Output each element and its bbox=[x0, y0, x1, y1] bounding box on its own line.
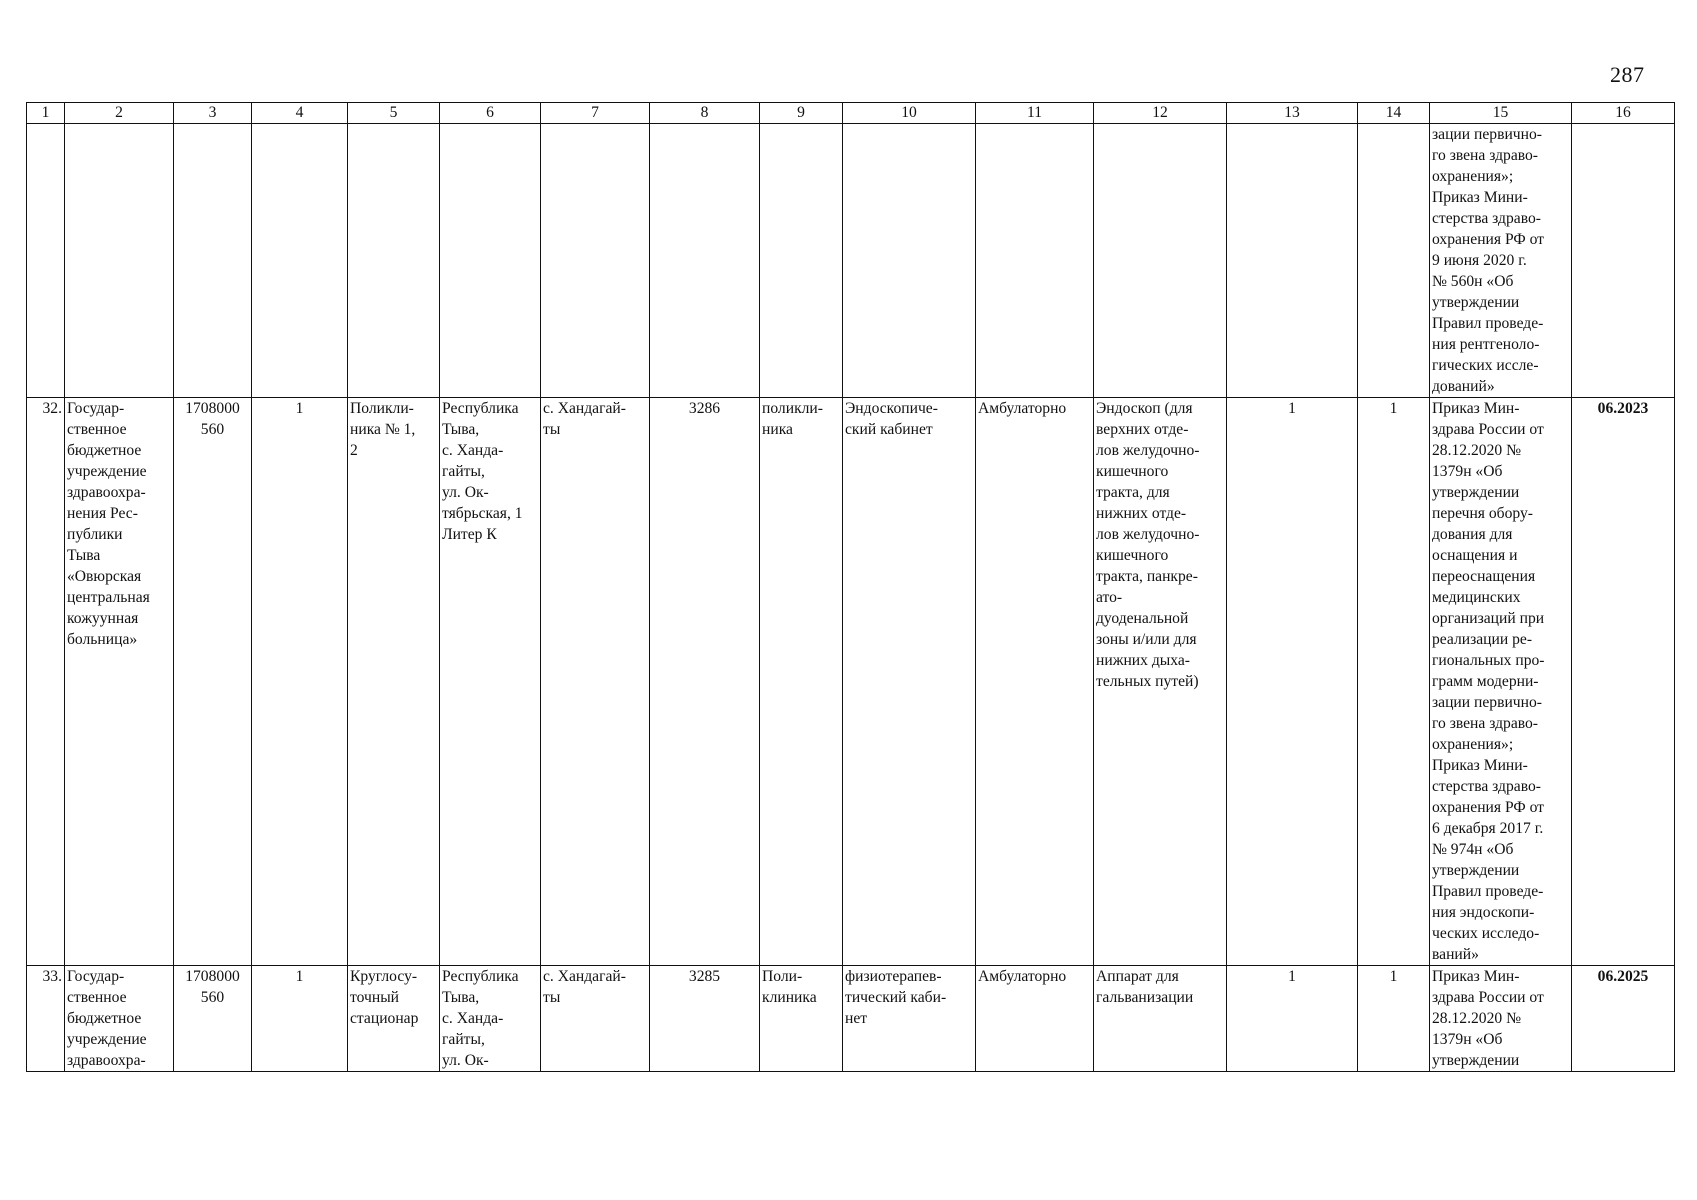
institution-cell: Государ- ственное бюджетное учреждение здравоохра- bbox=[65, 966, 174, 1072]
table-row bbox=[27, 398, 1675, 966]
legal-basis-cell: зации первично- го звена здраво- охранения»; Приказ Мини- стерства здраво- охранения РФ от 9 июня 2020 г. № 560н «Об утверждении Правил проведе- ния рентгеноло- гических иссле- дований» bbox=[1430, 124, 1572, 398]
legal-basis-cell: Приказ Мин- здрава России от 28.12.2020 № 1379н «Об утверждении перечня обору- дования для оснащения и переоснащения медицинских организаций при реализации ре- гиональных про- грамм модерни- зации первично- го звена здраво- охранения»; Приказ Мини- стерства здраво- охранения РФ от 6 декабря 2017 г. № 974н «Об утверждении Правил проведе- ния эндоскопи- ческих исследо- ваний» bbox=[1430, 398, 1572, 966]
equipment-cell: Аппарат для гальванизации bbox=[1094, 966, 1227, 1072]
table-cell bbox=[348, 124, 440, 398]
column-header: 6 bbox=[440, 103, 541, 124]
legal-basis-cell: Приказ Мин- здрава России от 28.12.2020 № 1379н «Об утверждении bbox=[1430, 966, 1572, 1072]
table-cell: 1 bbox=[252, 966, 348, 1072]
institution-cell: Государ- ственное бюджетное учреждение здравоохра- нения Рес- публики Тыва «Овюрская центральная кожуунная больница» bbox=[65, 398, 174, 966]
subdivision-cell: Круглосу- точный стационар bbox=[348, 966, 440, 1072]
table-row bbox=[27, 966, 1675, 1072]
column-header: 13 bbox=[1227, 103, 1358, 124]
table-cell bbox=[65, 124, 174, 398]
column-header: 10 bbox=[843, 103, 976, 124]
table-cell: Поли- клиника bbox=[760, 966, 843, 1072]
table-cell bbox=[1358, 124, 1430, 398]
table-cell: 1 bbox=[1227, 398, 1358, 966]
table-cell bbox=[1094, 124, 1227, 398]
locality-cell: с. Хандагай- ты bbox=[541, 398, 650, 966]
table-cell bbox=[1227, 124, 1358, 398]
column-header: 1 bbox=[27, 103, 65, 124]
address-cell: Республика Тыва, с. Ханда- гайты, ул. Ок- bbox=[440, 966, 541, 1072]
subdivision-cell: Поликли- ника № 1, 2 bbox=[348, 398, 440, 966]
table-cell bbox=[1572, 124, 1675, 398]
page-number: 287 bbox=[1610, 62, 1645, 87]
column-header: 11 bbox=[976, 103, 1094, 124]
table-cell bbox=[541, 124, 650, 398]
table-cell bbox=[440, 124, 541, 398]
column-header: 9 bbox=[760, 103, 843, 124]
row-number-cell: 32. bbox=[27, 398, 65, 966]
column-header: 15 bbox=[1430, 103, 1572, 124]
equipment-table bbox=[26, 102, 1675, 1072]
table-cell: поликли- ника bbox=[760, 398, 843, 966]
date-cell: 06.2023 bbox=[1572, 398, 1675, 966]
table-cell bbox=[843, 124, 976, 398]
table-cell: Амбулаторно bbox=[976, 398, 1094, 966]
table-cell bbox=[174, 124, 252, 398]
table-cell: физиотерапев- тический каби- нет bbox=[843, 966, 976, 1072]
header-row bbox=[27, 103, 1675, 124]
locality-cell: с. Хандагай- ты bbox=[541, 966, 650, 1072]
table-cell: 3286 bbox=[650, 398, 760, 966]
code-cell: 1708000 560 bbox=[174, 398, 252, 966]
row-number-cell: 33. bbox=[27, 966, 65, 1072]
table-cell: 1 bbox=[252, 398, 348, 966]
column-header: 14 bbox=[1358, 103, 1430, 124]
table-cell: Эндоскопиче- ский кабинет bbox=[843, 398, 976, 966]
table-cell bbox=[650, 124, 760, 398]
column-header: 2 bbox=[65, 103, 174, 124]
column-header: 8 bbox=[650, 103, 760, 124]
address-cell: Республика Тыва, с. Ханда- гайты, ул. Ок- тябрьская, 1 Литер К bbox=[440, 398, 541, 966]
table-row-continuation bbox=[27, 124, 1675, 398]
table-cell bbox=[976, 124, 1094, 398]
date-cell: 06.2025 bbox=[1572, 966, 1675, 1072]
table-cell bbox=[27, 124, 65, 398]
column-header: 12 bbox=[1094, 103, 1227, 124]
code-cell: 1708000 560 bbox=[174, 966, 252, 1072]
column-header: 4 bbox=[252, 103, 348, 124]
table-cell bbox=[252, 124, 348, 398]
column-header: 5 bbox=[348, 103, 440, 124]
column-header: 16 bbox=[1572, 103, 1675, 124]
column-header: 7 bbox=[541, 103, 650, 124]
column-header: 3 bbox=[174, 103, 252, 124]
table-cell: 1 bbox=[1227, 966, 1358, 1072]
table-cell: 3285 bbox=[650, 966, 760, 1072]
equipment-cell: Эндоскоп (для верхних отде- лов желудочно- кишечного тракта, для нижних отде- лов желудочно- кишечного тракта, панкре- ато- дуоденальной зоны и/или для нижних дыха- тельных путей) bbox=[1094, 398, 1227, 966]
table-cell bbox=[760, 124, 843, 398]
table-cell: Амбулаторно bbox=[976, 966, 1094, 1072]
table-cell: 1 bbox=[1358, 398, 1430, 966]
table-cell: 1 bbox=[1358, 966, 1430, 1072]
